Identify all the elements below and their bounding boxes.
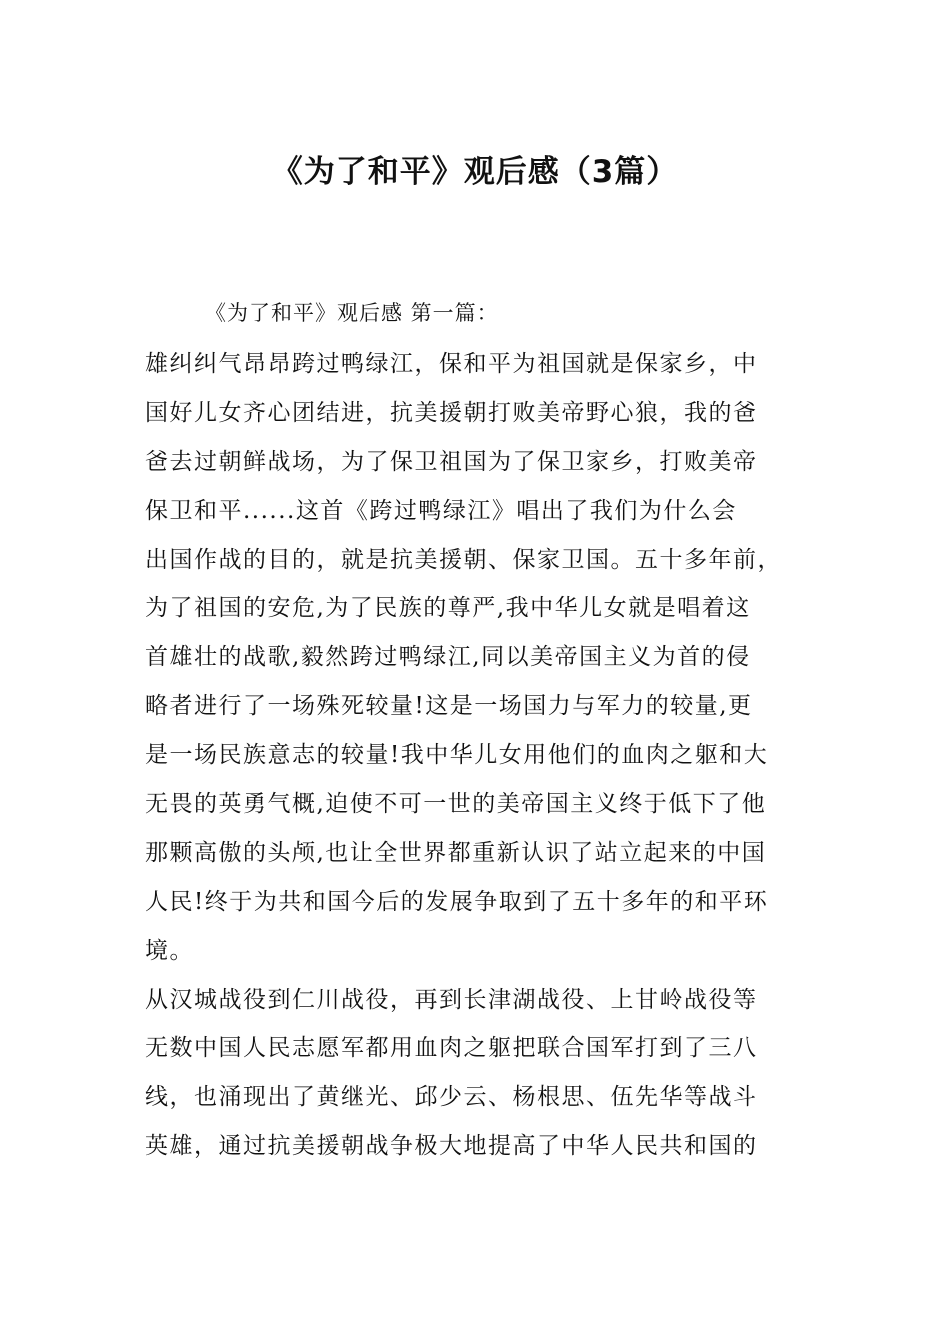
text-line: 人民!终于为共和国今后的发展争取到了五十多年的和平环 <box>145 888 769 915</box>
text-line: 线，也涌现出了黄继光、邱少云、杨根思、伍先华等战斗 <box>145 1084 758 1111</box>
text-line: 从汉城战役到仁川战役，再到长津湖战役、上甘岭战役等 <box>145 986 758 1013</box>
paragraph-1 <box>145 340 810 976</box>
text-line: 保卫和平......这首《跨过鸭绿江》唱出了我们为什么会 <box>145 497 737 524</box>
text-line: 无数中国人民志愿军都用血肉之躯把联合国军打到了三八 <box>145 1035 758 1062</box>
document-body <box>145 340 810 1171</box>
text-line: 境。 <box>145 937 194 964</box>
text-line: 是一场民族意志的较量!我中华儿女用他们的血肉之躯和大 <box>145 742 769 769</box>
section-heading: 《为了和平》观后感 第一篇： <box>205 301 499 325</box>
text-line: 英雄，通过抗美援朝战争极大地提高了中华人民共和国的 <box>145 1133 758 1160</box>
text-line: 爸去过朝鲜战场，为了保卫祖国为了保卫家乡，打败美帝 <box>145 448 758 475</box>
document-title: 《为了和平》观后感（3篇） <box>271 154 679 190</box>
text-line: 为了祖国的安危,为了民族的尊严,我中华儿女就是唱着这 <box>145 595 751 622</box>
text-line: 出国作战的目的，就是抗美援朝、保家卫国。五十多年前， <box>145 546 782 573</box>
text-line: 首雄壮的战歌,毅然跨过鸭绿江,同以美帝国主义为首的侵 <box>145 644 751 671</box>
text-line: 那颗高傲的头颅,也让全世界都重新认识了站立起来的中国 <box>145 839 767 866</box>
text-line: 略者进行了一场殊死较量!这是一场国力与军力的较量,更 <box>145 693 753 720</box>
text-line: 雄纠纠气昂昂跨过鸭绿江，保和平为祖国就是保家乡，中 <box>145 351 758 377</box>
text-line: 无畏的英勇气概,迫使不可一世的美帝国主义终于低下了他 <box>145 791 767 818</box>
text-line: 国好儿女齐心团结进，抗美援朝打败美帝野心狼，我的爸 <box>145 399 758 426</box>
paragraph-2 <box>145 976 810 1172</box>
